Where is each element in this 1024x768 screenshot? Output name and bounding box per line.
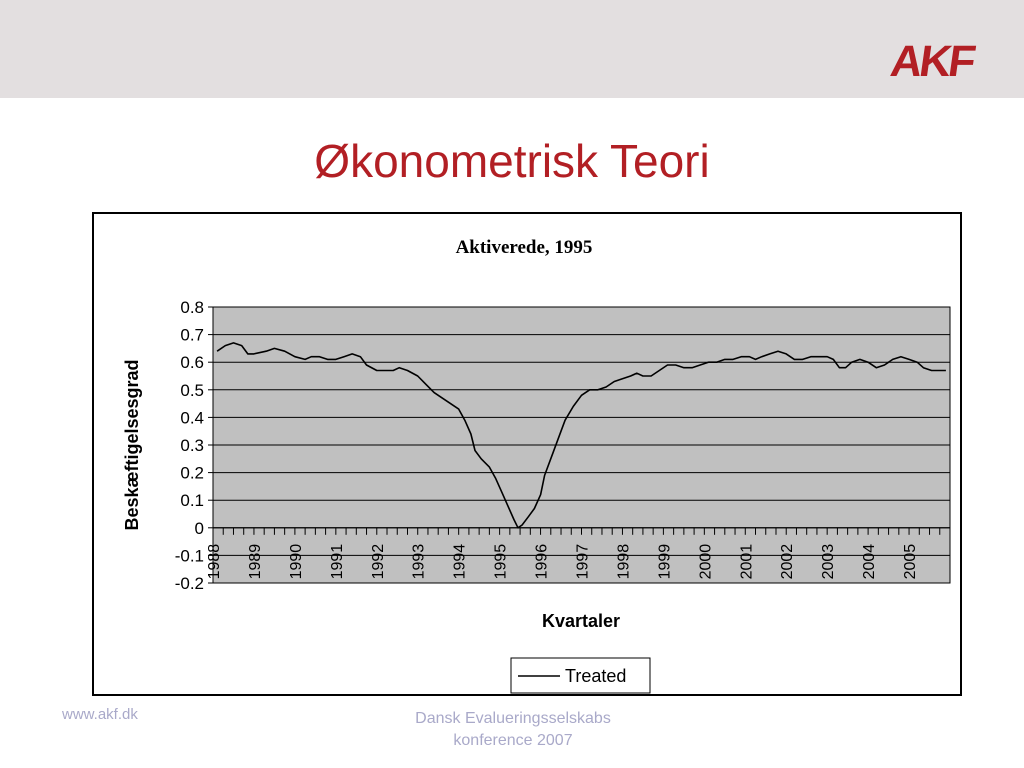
footer-conference-line1: Dansk Evalueringsselskabs [415,710,611,727]
y-tick-label: 0.5 [180,380,204,400]
y-tick-label: 0 [194,518,204,538]
slide-title: Økonometrisk Teori [314,135,710,187]
chart-frame [92,212,962,696]
y-tick-label: -0.1 [174,546,204,566]
legend-label-treated: Treated [565,666,627,686]
akf-logo: AKF [887,37,976,86]
footer-conference [368,708,658,752]
x-tick-label: 2004 [861,543,879,580]
chart-title: Aktiverede, 1995 [455,237,593,258]
y-tick-label: 0.6 [180,353,204,373]
x-tick-label: 1994 [451,543,469,580]
y-tick-label: -0.2 [174,574,204,593]
x-tick-label: 2002 [779,543,797,580]
x-tick-label: 1996 [533,543,551,580]
x-axis-label: Kvartaler [541,611,621,631]
legend [511,658,650,693]
x-tick-label: 1993 [410,543,428,580]
x-tick-label: 1995 [492,543,510,580]
x-tick-label: 1989 [246,543,264,580]
x-tick-label: 2001 [738,543,756,580]
header-band [0,0,1024,98]
x-tick-label: 1992 [369,543,387,580]
y-tick-label: 0.1 [180,491,204,511]
y-tick-label: 0.7 [180,325,204,345]
footer-url[interactable]: www.akf.dk [62,706,138,723]
y-tick-label: 0.4 [180,408,204,428]
x-tick-label: 1990 [287,543,305,580]
x-tick-label: 2003 [820,543,838,580]
x-tick-label: 2005 [902,543,920,580]
x-tick-label: 1997 [574,543,592,580]
x-tick-label: 1991 [328,543,346,580]
y-tick-label: 0.8 [180,298,204,317]
chart-svg [94,214,960,694]
y-axis-label: Beskæftigelsesgrad [122,359,142,531]
y-tick-label: 0.3 [180,436,204,455]
y-tick-label: 0.2 [180,463,204,483]
x-tick-label: 2000 [697,543,715,580]
x-tick-label: 1988 [206,543,223,580]
x-tick-label: 1999 [656,543,674,580]
x-tick-label: 1998 [615,543,633,580]
footer-conference-line2: konference 2007 [453,732,573,749]
